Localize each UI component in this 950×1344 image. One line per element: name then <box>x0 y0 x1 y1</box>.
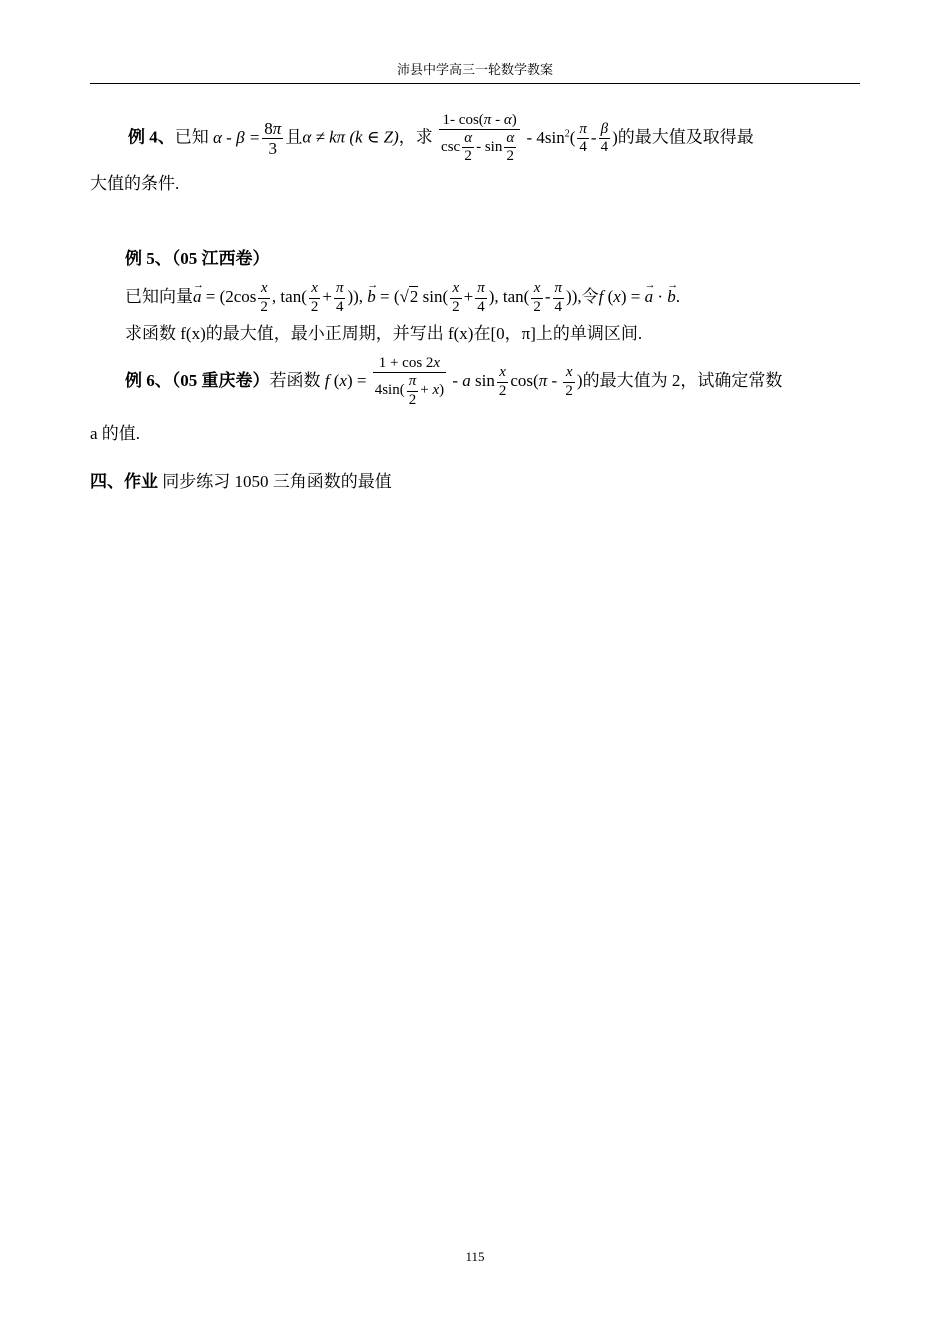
example-6-tail: 的最大值为 2，试确定常数 <box>582 371 783 390</box>
example-4-condition-formula: α - β = $\frac{8\pi}{3}$ <box>213 118 282 159</box>
example-5-function-formula: f (x) = → a · → b. <box>599 287 680 306</box>
homework-label: 四、作业 <box>90 472 158 491</box>
example-6-line-1 <box>125 346 782 416</box>
page-header: 沛县中学高三一轮数学教案 <box>396 62 553 77</box>
example-6-if-func: 若函数 <box>269 371 321 390</box>
example-6-function-formula: f (x) = 1 + cos 2x 4sin( $\frac{\pi}{2}$ + x) - a sin $\frac{x}{2}$ cos(π - $\frac{x}{2}$ ) <box>324 355 583 408</box>
page-number: 115 <box>465 1249 485 1264</box>
homework-line <box>90 470 392 494</box>
example-4-line-2: 大值的条件. <box>90 174 180 193</box>
example-4-label: 例 4、 <box>128 127 175 147</box>
example-4-exclusion-formula: α ≠ kπ (k ∈ Z) <box>302 127 399 147</box>
example-4-tail: 的最大值及取得最 <box>617 127 754 147</box>
example-4-line-1 <box>128 98 754 170</box>
header-divider <box>90 83 860 84</box>
example-5-given: 已知向量 <box>125 287 193 306</box>
example-4-expression: 1- cos(π - α) csc $\frac{\alpha}{2}$ - sin $\frac{\alpha}{2}$ - $4\sin^2$( $\frac{\pi}{4}$ - $\frac{\beta}{4}$ ) <box>441 111 618 165</box>
homework-text: 同步练习 1050 三角函数的最值 <box>162 472 392 491</box>
example-5-label: 例 5、（05 江西卷） <box>125 249 270 268</box>
example-5-let: 令 <box>581 287 599 306</box>
example-5-vectors-formula: → a = (2cos $\frac{x}{2}$ , tan( $\frac{x}{2}$ + $\frac{\pi}{4}$ )), → b = (√2 sin( $\frac{x}{2}$ + $\frac{\pi}{4}$ ), tan( $\frac{x}{2}$ - $\frac{\pi}{4}$ )), <box>193 287 582 306</box>
example-5-question: 求函数 f(x)的最大值，最小正周期，并写出 f(x)在[0，π]上的单调区间. <box>125 324 643 343</box>
example-4-and: 且 <box>285 127 303 147</box>
example-6-label: 例 6、（05 重庆卷） <box>125 371 270 390</box>
example-4-given: 已知 <box>174 127 209 147</box>
example-4-seek: ，求 <box>398 127 433 147</box>
example-6-line-2: a 的值. <box>90 424 141 443</box>
example-5-line-1 <box>125 274 680 320</box>
